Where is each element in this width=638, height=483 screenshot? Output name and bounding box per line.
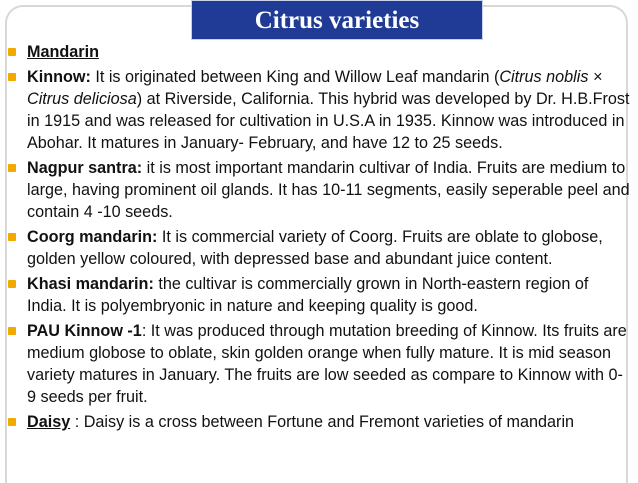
list-item-mandarin xyxy=(8,41,630,63)
list-item-coorg-mandarin xyxy=(8,226,630,270)
square-bullet-icon xyxy=(8,48,16,56)
item-text: It is originated between King and Willow Leaf mandarin ( xyxy=(90,68,500,86)
item-text: the cultivar is commercially grown in North-eastern region of India. It is polyembryonic in nature and keeping quality is good. xyxy=(27,275,589,315)
item-heading: Nagpur santra: xyxy=(27,159,143,177)
item-heading: Khasi mandarin: xyxy=(27,275,154,293)
list-item-khasi-mandarin xyxy=(8,273,630,317)
item-text: it is most important mandarin cultivar of India. Fruits are medium to large, having prominent oil glands. It has 10-11 segments, easily seperable peel and contain 4 -10 seeds. xyxy=(27,159,630,221)
square-bullet-icon xyxy=(8,280,16,288)
item-italic-text: Citrus noblis × Citrus deliciosa xyxy=(27,68,603,108)
item-heading: Coorg mandarin: xyxy=(27,228,158,246)
slide-title: Citrus varieties xyxy=(191,0,483,40)
list-item-pau-kinnow xyxy=(8,320,630,408)
item-heading: Mandarin xyxy=(27,43,99,61)
square-bullet-icon xyxy=(8,233,16,241)
item-heading: Kinnow: xyxy=(27,68,91,86)
item-text: : Daisy is a cross between Fortune and Fremont varieties of mandarin xyxy=(70,413,575,431)
square-bullet-icon xyxy=(8,73,16,81)
square-bullet-icon xyxy=(8,418,16,426)
item-heading: Daisy xyxy=(27,413,71,431)
square-bullet-icon xyxy=(8,164,16,172)
variety-list xyxy=(8,41,630,436)
list-item-kinnow xyxy=(8,66,630,154)
square-bullet-icon xyxy=(8,327,16,335)
item-text: ) at Riverside, California. This hybrid was developed by Dr. H.B.Frost in 1915 and was released for cultivation in U.S.A in 1935. Kinnow was introduced in Abohar. It matures in January- February, and have 12 to 25 seeds. xyxy=(27,90,630,152)
item-text: It is commercial variety of Coorg. Fruits are oblate to globose, golden yellow coloured, with depressed base and abundant juice content. xyxy=(27,228,603,268)
item-heading: PAU Kinnow -1 xyxy=(27,322,142,340)
item-text: : It was produced through mutation breeding of Kinnow. Its fruits are medium globose to oblate, skin golden orange when fully mature. It is mid season variety matures in January. The fruits are low seeded as compare to Kinnow with 0-9 seeds per fruit. xyxy=(27,322,627,406)
list-item-nagpur-santra xyxy=(8,157,630,223)
list-item-daisy xyxy=(8,411,630,433)
